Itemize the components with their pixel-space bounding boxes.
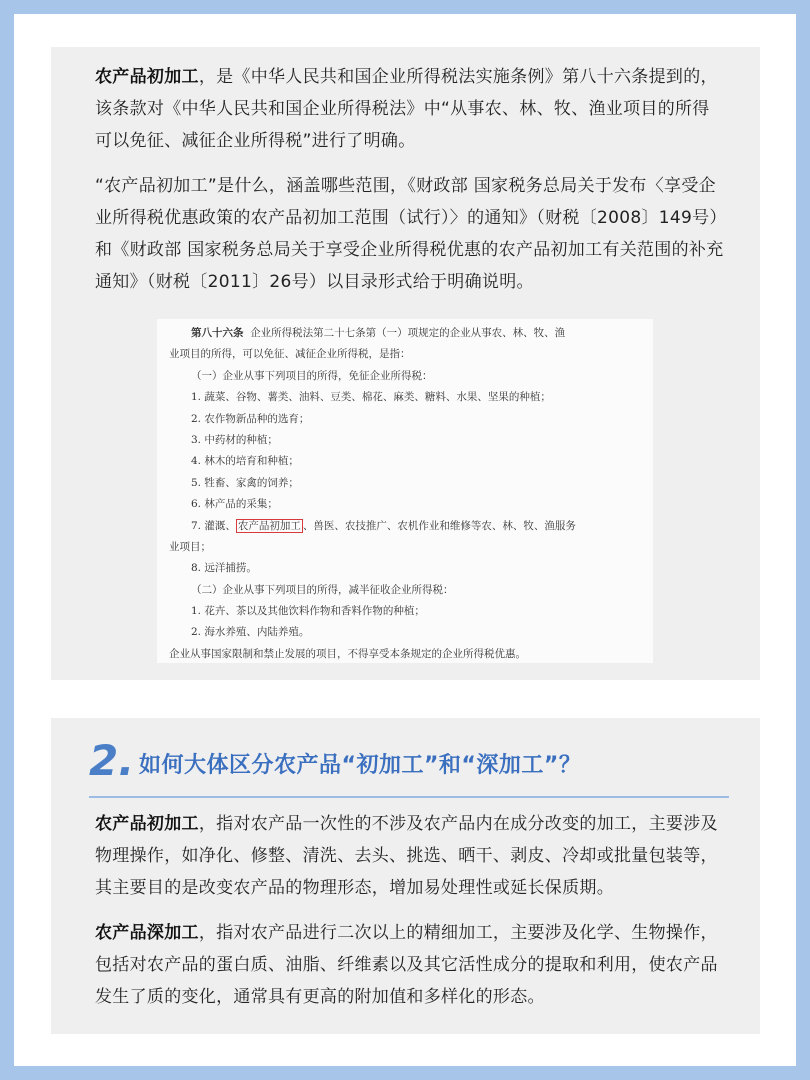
- law-line-16: 企业从事国家限制和禁止发展的项目，不得享受本条规定的企业所得税优惠。: [169, 647, 526, 660]
- page: [14, 14, 796, 1066]
- law-line-6: 3. 中药材的种植；: [191, 433, 278, 446]
- law-line-1-text: 企业所得税法第二十七条第（一）项规定的企业从事农、林、牧、渔: [250, 327, 566, 339]
- law-line-5: 2. 农作物新品种的选育；: [191, 412, 310, 425]
- intro-paragraph-1-text: ，是《中华人民共和国企业所得税法实施条例》第八十六条提到的，该条款对《中华人民共和国企业所得税法》中“从事农、林、牧、渔业项目的所得可以免征、减征企业所得税”进行了明确。: [95, 67, 718, 151]
- term-primary-processing: 农产品初加工: [95, 67, 199, 87]
- law-line-15: 2. 海水养殖、内陆养殖。: [191, 626, 310, 639]
- law-line-9: 6. 林产品的采集；: [191, 498, 278, 511]
- intro-paragraph-1: [95, 61, 725, 157]
- intro-paragraph-2: “农产品初加工”是什么，涵盖哪些范围，《财政部 国家税务总局关于发布〈享受企业所得税优惠政策的农产品初加工范围（试行）〉的通知》（财税〔2008〕149号）和《财政部 国家税务总局关于享受企业所得税优惠的农产品初加工有关范围的补充通知》（财税〔2011〕26号）以目录形式给于明确说明。: [95, 176, 724, 292]
- comparison-card: [51, 718, 760, 1034]
- intro-card: [51, 47, 760, 680]
- term-primary: 农产品初加工: [95, 814, 199, 834]
- law-line-8: 5. 牲畜、家禽的饲养；: [191, 476, 299, 489]
- law-line-11: 业项目；: [169, 540, 211, 553]
- section-number: 2.: [89, 736, 135, 785]
- law-line-3: （一）企业从事下列项目的所得，免征企业所得税：: [191, 369, 433, 382]
- law-line-1: [169, 323, 641, 344]
- law-line-2: 业项目的所得，可以免征、减征企业所得税，是指：: [169, 348, 411, 361]
- law-line-13: （二）企业从事下列项目的所得，减半征收企业所得税：: [191, 583, 454, 596]
- law-line-4: 1. 蔬菜、谷物、薯类、油料、豆类、棉花、麻类、糖料、水果、坚果的种植；: [191, 391, 551, 404]
- law-line-14: 1. 花卉、茶以及其他饮料作物和香料作物的种植；: [191, 605, 425, 618]
- law-excerpt-image: [157, 319, 653, 663]
- primary-processing-text: ，指对农产品一次性的不涉及农产品内在成分改变的加工，主要涉及物理操作，如净化、修整、清洗、去头、挑选、晒干、剥皮、冷却或批量包装等，其主要目的是改变农产品的物理形态，增加易处理性或延长保质期。: [95, 814, 718, 898]
- law-line-10-b: 、兽医、农技推广、农机作业和维修等农、林、牧、渔服务: [302, 519, 576, 532]
- primary-processing-paragraph: [95, 808, 725, 904]
- term-deep: 农产品深加工: [95, 923, 199, 943]
- deep-processing-text: ，指对农产品进行二次以上的精细加工，主要涉及化学、生物操作，包括对农产品的蛋白质、油脂、纤维素以及其它活性成分的提取和利用，使农产品发生了质的变化，通常具有更高的附加值和多样化的形态。: [95, 923, 718, 1007]
- law-line-10: [169, 516, 641, 537]
- highlight-box: 农产品初加工: [237, 519, 301, 532]
- law-line-10-a: 7. 灌溉、: [191, 519, 236, 532]
- section-title: 如何大体区分农产品“初加工”和“深加工”？: [139, 753, 582, 778]
- section-heading: [89, 736, 729, 790]
- law-line-7: 4. 林木的培育和种植；: [191, 455, 299, 468]
- law-line-12: 8. 远洋捕捞。: [191, 562, 257, 575]
- deep-processing-paragraph: [95, 917, 725, 1013]
- heading-divider: [89, 796, 729, 798]
- law-title: 第八十六条: [191, 327, 244, 339]
